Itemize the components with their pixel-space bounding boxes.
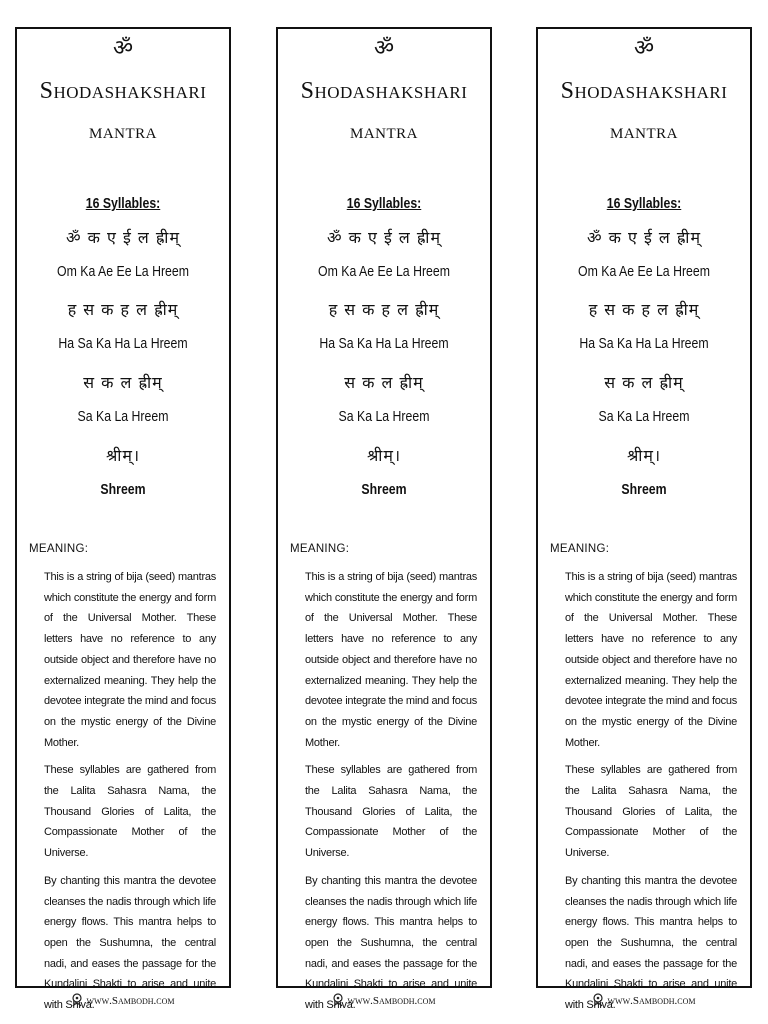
transliteration-line: Ha Sa Ka Ha La Hreem [319, 335, 449, 352]
meaning-paragraph: This is a string of bija (seed) mantras which constitute the energy and form of the Universal Mother. These letters have no reference to any outside object and therefore have no externalized meaning. They help the devotee integrate the mind and focus on the mystic energy of the Divine Mother. [565, 571, 738, 749]
sambodh-logo-icon [592, 993, 604, 1007]
syllable-group [278, 227, 490, 281]
meaning-paragraph: These syllables are gathered from the Lalita Sahasra Nama, the Thousand Glories of Lalita, the Compassionate Mother of the Universe. [305, 764, 477, 860]
devanagari-line: ॐ क ए ई ल ह्रीम् [586, 228, 702, 247]
meaning-label: MEANING: [290, 543, 350, 555]
footer-url[interactable]: www.Sambodh.com [347, 995, 436, 1007]
sambodh-logo-icon [332, 993, 344, 1007]
devanagari-line: श्रीम्। [626, 446, 662, 465]
syllable-group [17, 445, 229, 499]
devanagari-line: स क ल ह्रीम् [604, 373, 684, 392]
meaning-paragraph: By chanting this mantra the devotee cleanses the nadis through which life energy flows. This mantra helps to open the Sushumna, the central nadi, and eases the passage for the Kundalini Shakti to arise and unite with Shiva. [305, 874, 477, 1012]
transliteration-line: Ha Sa Ka Ha La Hreem [579, 335, 709, 352]
meaning-paragraph: These syllables are gathered from the Lalita Sahasra Nama, the Thousand Glories of Lalita, the Compassionate Mother of the Universe. [565, 764, 737, 860]
transliteration-line: Om Ka Ae Ee La Hreem [57, 263, 189, 280]
transliteration-line: Om Ka Ae Ee La Hreem [318, 263, 450, 280]
meaning-body [44, 567, 216, 1023]
meaning-paragraph: By chanting this mantra the devotee cleanses the nadis through which life energy flows. This mantra helps to open the Sushumna, the central nadi, and eases the passage for the Kundalini Shakti to arise and unite with Shiva. [565, 874, 737, 1012]
meaning-body [565, 567, 737, 1023]
syllables-heading: 16 Syllables: [606, 195, 682, 212]
title-line-2: mantra [88, 118, 157, 143]
syllable-group [17, 299, 229, 353]
mantra-title [538, 71, 750, 151]
meaning-paragraph: These syllables are gathered from the Lalita Sahasra Nama, the Thousand Glories of Lalita, the Compassionate Mother of the Universe. [44, 764, 216, 860]
syllable-group [17, 372, 229, 426]
devanagari-line: ह स क ह ल ह्रीम् [588, 300, 700, 319]
mantra-title [278, 71, 490, 151]
title-line-1: Shodashakshari [39, 78, 207, 104]
transliteration-line: Om Ka Ae Ee La Hreem [578, 263, 710, 280]
syllable-group [278, 299, 490, 353]
footer-url[interactable]: www.Sambodh.com [607, 995, 696, 1007]
syllables-heading: 16 Syllables: [346, 195, 422, 212]
meaning-body [305, 567, 477, 1023]
syllable-group [278, 445, 490, 499]
syllable-group [538, 227, 750, 281]
transliteration-line: Sa Ka La Hreem [77, 408, 169, 425]
om-symbol: ॐ [112, 36, 134, 61]
syllable-group [538, 372, 750, 426]
syllables-heading: 16 Syllables: [85, 195, 161, 212]
devanagari-line: स क ल ह्रीम् [344, 373, 424, 392]
footer-website[interactable] [536, 992, 752, 1010]
devanagari-line: स क ल ह्रीम् [83, 373, 163, 392]
meaning-label: MEANING: [550, 543, 610, 555]
devanagari-line: ह स क ह ल ह्रीम् [67, 300, 179, 319]
footer-website[interactable] [276, 992, 492, 1010]
om-symbol: ॐ [633, 36, 655, 61]
transliteration-line: Sa Ka La Hreem [598, 408, 690, 425]
transliteration-line: Shreem [100, 481, 146, 498]
transliteration-line: Shreem [621, 481, 667, 498]
meaning-paragraph: By chanting this mantra the devotee cleanses the nadis through which life energy flows. This mantra helps to open the Sushumna, the central nadi, and eases the passage for the Kundalini Shakti to arise and unite with Shiva. [44, 874, 216, 1012]
syllable-group [17, 227, 229, 281]
transliteration-line: Sa Ka La Hreem [338, 408, 430, 425]
syllable-group [538, 445, 750, 499]
footer-url[interactable]: www.Sambodh.com [86, 995, 175, 1007]
footer-website[interactable] [15, 992, 231, 1010]
title-line-1: Shodashakshari [560, 78, 728, 104]
devanagari-line: ह स क ह ल ह्रीम् [328, 300, 440, 319]
syllable-group [278, 372, 490, 426]
meaning-paragraph: This is a string of bija (seed) mantras which constitute the energy and form of the Universal Mother. These letters have no reference to any outside object and therefore have no externalized meaning. They help the devotee integrate the mind and focus on the mystic energy of the Divine Mother. [305, 571, 478, 749]
devanagari-line: श्रीम्। [366, 446, 402, 465]
mantra-title [17, 71, 229, 151]
om-symbol: ॐ [373, 36, 395, 61]
syllable-group [538, 299, 750, 353]
meaning-label: MEANING: [29, 543, 89, 555]
meaning-paragraph: This is a string of bija (seed) mantras which constitute the energy and form of the Universal Mother. These letters have no reference to any outside object and therefore have no externalized meaning. They help the devotee integrate the mind and focus on the mystic energy of the Divine Mother. [44, 571, 217, 749]
title-line-2: mantra [349, 118, 418, 143]
devanagari-line: श्रीम्। [105, 446, 141, 465]
transliteration-line: Shreem [361, 481, 407, 498]
sambodh-logo-icon [71, 993, 83, 1007]
transliteration-line: Ha Sa Ka Ha La Hreem [58, 335, 188, 352]
devanagari-line: ॐ क ए ई ल ह्रीम् [326, 228, 442, 247]
title-line-1: Shodashakshari [300, 78, 468, 104]
title-line-2: mantra [609, 118, 678, 143]
devanagari-line: ॐ क ए ई ल ह्रीम् [65, 228, 181, 247]
